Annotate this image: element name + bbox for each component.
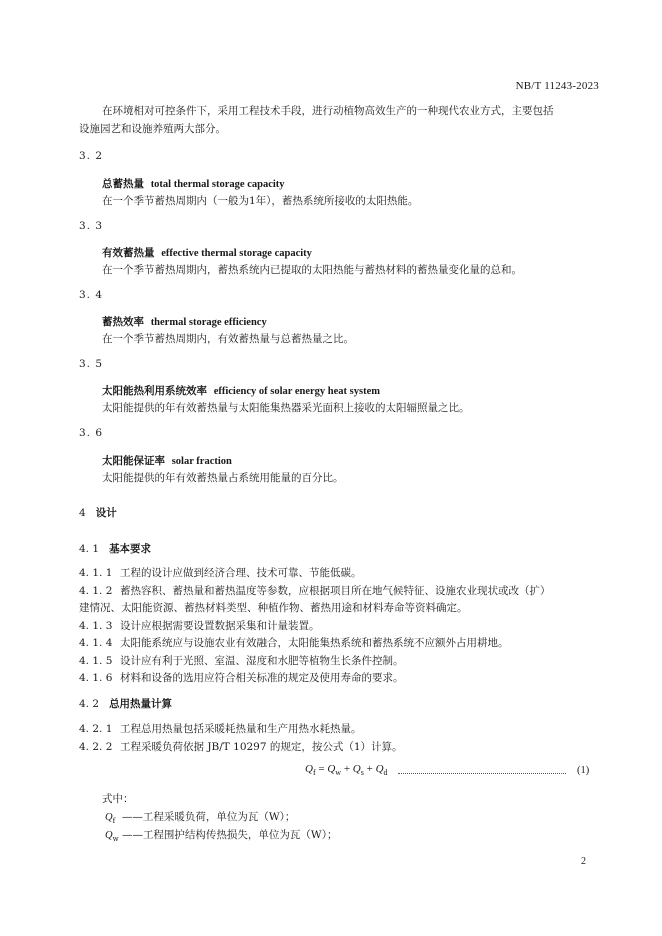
clause-text: 设计应有利于光照、室温、湿度和水肥等植物生长条件控制。	[120, 655, 404, 667]
term-en: solar fraction	[171, 456, 232, 467]
variable-definition: $Q_f$ ——工程采暖负荷，单位为瓦（W）；	[105, 811, 296, 826]
clause-text: 工程的设计应做到经济合理、技术可靠、节能低碳。	[120, 567, 362, 579]
clause-number: 4. 1. 2	[79, 585, 113, 597]
chapter-heading	[79, 505, 117, 520]
standard-code: NB/T 11243-2023	[515, 80, 599, 92]
clause-number: 4. 2. 2	[79, 741, 113, 753]
clause-number: 4. 2. 1	[79, 723, 113, 735]
section-title: 基本要求	[109, 543, 152, 555]
clause-item	[79, 670, 404, 685]
term-en: total thermal storage capacity	[150, 179, 285, 190]
term-heading	[102, 314, 267, 329]
clause-item	[79, 653, 404, 668]
section-title: 总用热量计算	[109, 698, 173, 710]
clause-number: 4. 1. 5	[79, 655, 113, 667]
clause-item	[79, 583, 551, 598]
section-number: 4. 1	[79, 543, 100, 555]
term-definition: 太阳能提供的年有效蓄热量占系统用能量的百分比。	[102, 472, 344, 484]
intro-line-2: 设施园艺和设施养殖两大部分。	[79, 123, 226, 135]
term-heading	[102, 245, 312, 260]
term-number: 3. 5	[79, 358, 104, 370]
term-zh: 总蓄热量	[102, 178, 144, 190]
variable-definition: $Q_w$ ——工程围护结构传热损失，单位为瓦（W）；	[105, 829, 338, 844]
term-heading	[102, 383, 380, 398]
clause-text: 太阳能系统应与设施农业有效融合，太阳能集热系统和蓄热系统不应额外占用耕地。	[120, 637, 509, 649]
clause-text: 工程采暖负荷依据 JB/T 10297 的规定，按公式（1）计算。	[120, 741, 403, 753]
where-label: 式中：	[102, 793, 134, 805]
clause-number: 4. 1. 4	[79, 637, 113, 649]
clause-number: 4. 1. 1	[79, 567, 113, 579]
chapter-number: 4	[79, 507, 86, 519]
clause-item	[79, 565, 362, 580]
term-zh: 太阳能保证率	[102, 455, 165, 467]
term-en: effective thermal storage capacity	[161, 248, 312, 259]
term-definition: 在一个季节蓄热周期内，有效蓄热量与总蓄热量之比。	[102, 333, 354, 345]
clause-text: 设计应根据需要设置数据采集和计量装置。	[120, 620, 320, 632]
term-heading	[102, 453, 232, 468]
term-number: 3. 6	[79, 427, 104, 439]
term-definition: 在一个季节蓄热周期内（一般为1年），蓄热系统所接收的太阳热能。	[102, 195, 419, 207]
clause-continuation	[79, 600, 468, 615]
clause-text: 建情况、太阳能资源、蓄热材料类型、种植作物、蓄热用途和材料寿命等资料确定。	[79, 602, 468, 614]
term-number: 3. 4	[79, 289, 104, 301]
term-en: thermal storage efficiency	[150, 317, 267, 328]
term-number: 3. 2	[79, 150, 104, 162]
term-number: 3. 3	[79, 220, 104, 232]
formula-1: $Q_f = Q_w + Q_s + Q_d$	[305, 763, 388, 778]
term-zh: 太阳能热利用系统效率	[102, 385, 207, 397]
clause-item	[79, 618, 320, 633]
clause-item	[79, 635, 509, 650]
clause-text: 材料和设备的选用应符合相关标准的规定及使用寿命的要求。	[120, 672, 404, 684]
clause-number: 4. 1. 3	[79, 620, 113, 632]
clause-text: 工程总用热量包括采暖耗热量和生产用热水耗热量。	[120, 723, 362, 735]
section-heading	[79, 541, 151, 556]
clause-text: 蓄热容积、蓄热量和蓄热温度等参数，应根据项目所在地气候特征、设施农业现状或改（扩）	[120, 585, 551, 597]
term-definition: 太阳能提供的年有效蓄热量与太阳能集热器采光面积上接收的太阳辐照量之比。	[102, 402, 470, 414]
term-definition: 在一个季节蓄热周期内，蓄热系统内已提取的太阳热能与蓄热材料的蓄热量变化量的总和。	[102, 264, 522, 276]
term-zh: 有效蓄热量	[102, 247, 155, 259]
section-heading	[79, 696, 172, 711]
term-zh: 蓄热效率	[102, 316, 144, 328]
page-number: 2	[581, 856, 586, 867]
section-number: 4. 2	[79, 698, 100, 710]
intro-line-1: 在环境相对可控条件下，采用工程技术手段，进行动植物高效生产的一种现代农业方式，主要包括	[102, 105, 554, 117]
term-en: efficiency of solar energy heat system	[213, 386, 380, 397]
clause-number: 4. 1. 6	[79, 672, 113, 684]
term-heading	[102, 176, 285, 191]
formula-leader-dots	[398, 767, 566, 774]
clause-item	[79, 739, 403, 754]
clause-item	[79, 721, 362, 736]
formula-number: (1)	[577, 765, 590, 776]
chapter-title: 设计	[95, 507, 117, 519]
